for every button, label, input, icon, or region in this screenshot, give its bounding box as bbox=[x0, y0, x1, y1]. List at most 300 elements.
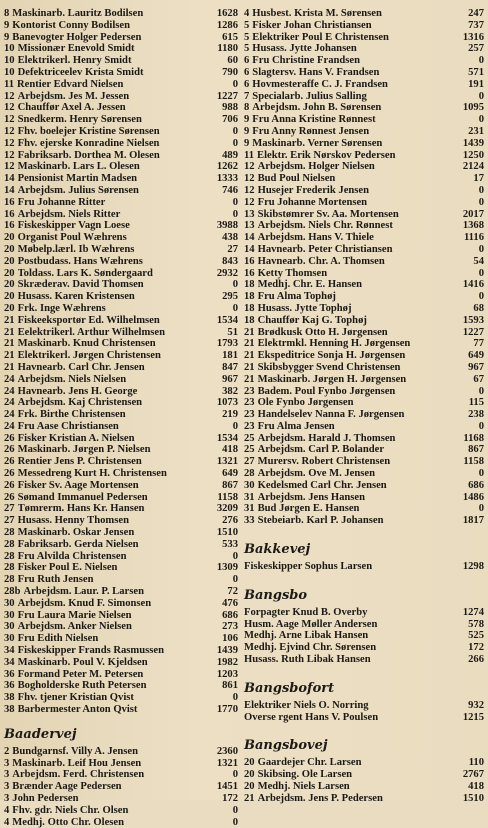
directory-entry bbox=[244, 197, 484, 209]
directory-entry bbox=[244, 32, 484, 44]
house-number: 6 bbox=[244, 66, 250, 78]
phone-number: 0 bbox=[232, 420, 238, 432]
resident-name: Fisker Sv. Aage Mortensen bbox=[17, 479, 139, 491]
resident-name: Fiskeskipper Sophus Larsen bbox=[244, 561, 373, 573]
directory-entry bbox=[244, 468, 484, 480]
directory-entry bbox=[4, 692, 238, 704]
directory-entry bbox=[244, 515, 484, 527]
directory-entry bbox=[244, 20, 484, 32]
phone-number: 418 bbox=[468, 781, 484, 793]
phone-number: 476 bbox=[222, 597, 238, 609]
resident-name: Kontorist Conny Bodilsen bbox=[12, 19, 131, 31]
directory-entry bbox=[4, 758, 238, 770]
phone-number: 1439 bbox=[216, 645, 238, 657]
phone-number: 1227 bbox=[216, 90, 238, 102]
phone-number: 1316 bbox=[462, 31, 484, 43]
house-number: 24 bbox=[4, 420, 15, 432]
house-number: 12 bbox=[4, 125, 15, 137]
house-number: 6 bbox=[244, 55, 250, 67]
resident-name: Arbejdsm. Knud F. Simonsen bbox=[17, 597, 152, 609]
phone-number: 967 bbox=[468, 361, 484, 373]
house-number: 28 bbox=[4, 538, 15, 550]
phone-number: 746 bbox=[222, 184, 238, 196]
directory-entry bbox=[4, 55, 238, 67]
resident-name: Arbejdsm. Holger Nielsen bbox=[257, 161, 375, 173]
directory-entry bbox=[4, 680, 238, 692]
phone-number: 1073 bbox=[216, 397, 238, 409]
phone-number: 382 bbox=[222, 385, 238, 397]
house-number: 9 bbox=[4, 19, 10, 31]
directory-entry bbox=[4, 492, 238, 504]
directory-entry bbox=[4, 539, 238, 551]
phone-number: 266 bbox=[468, 654, 484, 666]
directory-entry bbox=[4, 704, 238, 716]
directory-entry bbox=[244, 386, 484, 398]
directory-entry bbox=[244, 268, 484, 280]
directory-entry bbox=[244, 757, 484, 769]
phone-number: 2017 bbox=[462, 208, 484, 220]
resident-name: Medhj. Arne Libak Hansen bbox=[244, 630, 369, 642]
directory-entry bbox=[4, 279, 238, 291]
phone-number: 0 bbox=[478, 196, 484, 208]
resident-name: Elektriker Niels O. Norring bbox=[244, 699, 369, 711]
house-number: 11 bbox=[4, 78, 15, 90]
house-number: 5 bbox=[244, 19, 250, 31]
phone-number: 867 bbox=[222, 479, 238, 491]
resident-name: Havnearb. Peter Christiansen bbox=[257, 243, 393, 255]
resident-name: Arbejdsm. Ferd. Christensen bbox=[12, 769, 145, 781]
directory-entry bbox=[4, 327, 238, 339]
resident-name: Arbejdsm. Anker Nielsen bbox=[17, 621, 132, 633]
directory-entry bbox=[244, 607, 484, 619]
resident-name: Havnearb. Chr. A. Thomsen bbox=[257, 255, 385, 267]
resident-name: Medhj. Otto Chr. Olesen bbox=[12, 816, 125, 828]
directory-entry bbox=[4, 220, 238, 232]
phone-number: 649 bbox=[468, 350, 484, 362]
house-number: 26 bbox=[4, 479, 15, 491]
resident-name: Arbejdsm. Ove M. Jensen bbox=[257, 468, 375, 480]
house-number: 30 bbox=[4, 633, 15, 645]
resident-name: Fru Christine Frandsen bbox=[252, 55, 361, 67]
right-column bbox=[244, 8, 484, 805]
resident-name: Maskinarb. Jørgen P. Nielsen bbox=[17, 444, 151, 456]
house-number: 20 bbox=[4, 279, 15, 291]
house-number: 27 bbox=[4, 503, 15, 515]
resident-name: Kedelsmed Carl Chr. Jensen bbox=[257, 479, 387, 491]
resident-name: Postbudass. Hans Wæhrens bbox=[17, 255, 143, 267]
phone-number: 932 bbox=[468, 699, 484, 711]
phone-number: 706 bbox=[222, 114, 238, 126]
directory-entry bbox=[244, 561, 484, 573]
directory-entry bbox=[4, 781, 238, 793]
directory-entry bbox=[244, 350, 484, 362]
resident-name: Ketty Thomsen bbox=[257, 267, 328, 279]
phone-number: 867 bbox=[468, 444, 484, 456]
house-number: 10 bbox=[4, 55, 15, 67]
directory-entry bbox=[4, 173, 238, 185]
directory-entry bbox=[244, 642, 484, 654]
directory-entry bbox=[4, 669, 238, 681]
phone-number: 27 bbox=[227, 243, 238, 255]
resident-name: Havnearb. Carl Chr. Jensen bbox=[17, 361, 145, 373]
resident-name: Fisker Poul E. Nielsen bbox=[17, 562, 118, 574]
directory-entry bbox=[4, 291, 238, 303]
directory-entry bbox=[4, 138, 238, 150]
house-number: 10 bbox=[4, 43, 15, 55]
phone-number: 418 bbox=[222, 444, 238, 456]
phone-number: 0 bbox=[478, 243, 484, 255]
house-number: 26 bbox=[4, 468, 15, 480]
directory-entry bbox=[244, 43, 484, 55]
phone-number: 1298 bbox=[462, 561, 484, 573]
resident-name: Formand Peter M. Petersen bbox=[17, 668, 144, 680]
phone-number: 438 bbox=[222, 232, 238, 244]
directory-entry bbox=[244, 102, 484, 114]
resident-name: Arbejdsm. Jens Hansen bbox=[257, 491, 366, 503]
phone-number: 257 bbox=[468, 43, 484, 55]
phone-number: 0 bbox=[232, 78, 238, 90]
house-number: 12 bbox=[4, 114, 15, 126]
house-number: 18 bbox=[244, 302, 255, 314]
resident-name: Chauffør Axel A. Jessen bbox=[17, 102, 126, 114]
house-number: 33 bbox=[244, 515, 255, 527]
resident-name: Arbejdsm. John B. Sørensen bbox=[252, 102, 382, 114]
house-number: 23 bbox=[244, 397, 255, 409]
phone-number: 1793 bbox=[216, 338, 238, 350]
house-number: 21 bbox=[4, 350, 15, 362]
directory-entry bbox=[4, 633, 238, 645]
house-number: 24 bbox=[4, 373, 15, 385]
house-number: 11 bbox=[244, 149, 255, 161]
resident-name: Arbejdsm. Julius Sørensen bbox=[17, 184, 139, 196]
house-number: 28 bbox=[4, 562, 15, 574]
resident-name: Snedkerm. Henry Sørensen bbox=[17, 114, 142, 126]
house-number: 26 bbox=[4, 432, 15, 444]
house-number: 20 bbox=[244, 781, 255, 793]
resident-name: Rentier Edvard Nielsen bbox=[17, 78, 124, 90]
resident-name: Maskinarb. Verner Sørensen bbox=[252, 137, 383, 149]
phone-number: 1982 bbox=[216, 656, 238, 668]
resident-name: Arbejdsm. Harald J. Thomsen bbox=[257, 432, 396, 444]
directory-entry bbox=[244, 397, 484, 409]
phone-number: 0 bbox=[232, 137, 238, 149]
directory-entry bbox=[244, 114, 484, 126]
directory-entry bbox=[4, 126, 238, 138]
resident-name: Rentier Jens P. Christensen bbox=[17, 456, 142, 468]
house-number: 23 bbox=[244, 385, 255, 397]
phone-number: 1593 bbox=[462, 314, 484, 326]
resident-name: Fiskeskipper Vagn Loese bbox=[17, 220, 130, 232]
phone-number: 1321 bbox=[216, 456, 238, 468]
resident-name: Forpagter Knud B. Overby bbox=[244, 606, 368, 618]
phone-number: 1321 bbox=[216, 757, 238, 769]
directory-entry bbox=[4, 817, 238, 828]
phone-number: 0 bbox=[478, 267, 484, 279]
house-number: 21 bbox=[244, 361, 255, 373]
resident-name: Fhv. boelejer Kristine Sørensen bbox=[17, 125, 160, 137]
house-number: 12 bbox=[4, 102, 15, 114]
house-number: 25 bbox=[244, 444, 255, 456]
resident-name: Bogholderske Ruth Petersen bbox=[17, 680, 147, 692]
resident-name: Maskinarb. Jørgen H. Jørgensen bbox=[257, 373, 407, 385]
directory-entry bbox=[4, 362, 238, 374]
phone-number: 0 bbox=[232, 302, 238, 314]
house-number: 12 bbox=[4, 137, 15, 149]
phone-number: 51 bbox=[227, 326, 238, 338]
resident-name: Eelektrikerl. Arthur Wilhelmsen bbox=[17, 326, 166, 338]
directory-entry bbox=[4, 433, 238, 445]
house-number: 12 bbox=[244, 161, 255, 173]
phone-number: 273 bbox=[222, 621, 238, 633]
directory-entry bbox=[244, 456, 484, 468]
phone-number: 54 bbox=[473, 255, 484, 267]
house-number: 20 bbox=[244, 769, 255, 781]
phone-number: 1180 bbox=[217, 43, 238, 55]
phone-number: 0 bbox=[478, 385, 484, 397]
directory-entry bbox=[4, 397, 238, 409]
phone-number: 0 bbox=[232, 208, 238, 220]
directory-entry bbox=[4, 374, 238, 386]
street-heading-bakkevej: Bakkevej bbox=[244, 542, 311, 558]
resident-name: Messedreng Kurt H. Christensen bbox=[17, 468, 167, 480]
house-number: 20 bbox=[4, 302, 15, 314]
phone-number: 737 bbox=[468, 19, 484, 31]
right-entries-c bbox=[244, 607, 484, 666]
resident-name: Skibsing. Ole Larsen bbox=[257, 769, 353, 781]
directory-entry bbox=[244, 8, 484, 20]
resident-name: Gaardejer Chr. Larsen bbox=[257, 757, 362, 769]
right-entries-a bbox=[244, 8, 484, 527]
resident-name: Chauffør Kaj G. Tophøj bbox=[257, 314, 367, 326]
phone-number: 571 bbox=[468, 66, 484, 78]
phone-number: 847 bbox=[222, 361, 238, 373]
resident-name: Frk. Inge Wæhrens bbox=[17, 302, 106, 314]
house-number: 6 bbox=[244, 78, 250, 90]
house-number: 25 bbox=[244, 432, 255, 444]
house-number: 18 bbox=[244, 314, 255, 326]
resident-name: Maskinarb. Lauritz Bodilsen bbox=[12, 8, 144, 19]
phone-number: 988 bbox=[222, 102, 238, 114]
phone-number: 3988 bbox=[216, 220, 238, 232]
house-number: 9 bbox=[4, 31, 10, 43]
house-number: 13 bbox=[244, 208, 255, 220]
resident-name: Tømrerm. Hans Kr. Hansen bbox=[17, 503, 145, 515]
resident-name: Husbest. Krista M. Sørensen bbox=[252, 8, 382, 19]
directory-entry bbox=[4, 621, 238, 633]
phone-number: 0 bbox=[478, 503, 484, 515]
directory-entry bbox=[4, 338, 238, 350]
phone-number: 2932 bbox=[216, 267, 238, 279]
house-number: 24 bbox=[4, 409, 15, 421]
house-number: 14 bbox=[244, 232, 255, 244]
resident-name: Husass. Jytte Tophøj bbox=[257, 302, 352, 314]
directory-entry bbox=[4, 421, 238, 433]
phone-number: 843 bbox=[222, 255, 238, 267]
resident-name: Ole Fynbo Jørgensen bbox=[257, 397, 354, 409]
phone-number: 0 bbox=[478, 114, 484, 126]
directory-entry bbox=[4, 645, 238, 657]
directory-entry bbox=[244, 79, 484, 91]
directory-entry bbox=[4, 527, 238, 539]
phone-number: 1095 bbox=[462, 102, 484, 114]
house-number: 31 bbox=[244, 503, 255, 515]
directory-entry bbox=[244, 444, 484, 456]
house-number: 3 bbox=[4, 769, 10, 781]
phone-number: 967 bbox=[222, 373, 238, 385]
house-number: 4 bbox=[244, 8, 250, 19]
right-entries-d bbox=[244, 700, 484, 724]
phone-number: 1451 bbox=[216, 781, 238, 793]
resident-name: Maskinarb. Oskar Jensen bbox=[17, 527, 135, 539]
house-number: 27 bbox=[244, 456, 255, 468]
directory-entry bbox=[4, 161, 238, 173]
phone-number: 1286 bbox=[216, 19, 238, 31]
directory-entry bbox=[4, 746, 238, 758]
resident-name: Fabriksarb. Dorthea M. Olesen bbox=[17, 149, 160, 161]
phone-number: 238 bbox=[468, 409, 484, 421]
directory-entry bbox=[244, 279, 484, 291]
house-number: 14 bbox=[4, 184, 15, 196]
house-number: 21 bbox=[4, 314, 15, 326]
house-number: 38 bbox=[4, 692, 15, 704]
phone-number: 1368 bbox=[462, 220, 484, 232]
phone-number: 489 bbox=[222, 149, 238, 161]
resident-name: Bundgarnsf. Villy A. Jensen bbox=[12, 745, 138, 757]
directory-entry bbox=[244, 338, 484, 350]
house-number: 13 bbox=[244, 220, 255, 232]
resident-name: Banevogter Holger Pedersen bbox=[12, 31, 142, 43]
street-heading-bangsbofort: Bangsbofort bbox=[244, 680, 335, 696]
house-number: 9 bbox=[244, 137, 250, 149]
resident-name: Fhv. tjener Kristian Qvist bbox=[17, 692, 134, 704]
directory-entry bbox=[4, 610, 238, 622]
street-heading-bangsbo: Bangsbo bbox=[244, 587, 308, 603]
directory-entry bbox=[4, 515, 238, 527]
resident-name: Husm. Aage Møller Andersen bbox=[244, 618, 378, 630]
phone-number: 1158 bbox=[463, 456, 484, 468]
house-number: 20 bbox=[4, 291, 15, 303]
house-number: 16 bbox=[244, 255, 255, 267]
resident-name: Arbejdsm. Carl P. Bolander bbox=[257, 444, 385, 456]
directory-entry bbox=[244, 55, 484, 67]
resident-name: Medhj. Niels Larsen bbox=[257, 781, 350, 793]
phone-number: 615 bbox=[222, 31, 238, 43]
resident-name: Fru Johanne Mortensen bbox=[257, 196, 368, 208]
phone-number: 2767 bbox=[462, 769, 484, 781]
resident-name: Badem. Poul Fynbo Jørgensen bbox=[257, 385, 396, 397]
house-number: 9 bbox=[244, 114, 250, 126]
resident-name: Bud Poul Nielsen bbox=[257, 173, 336, 185]
phone-number: 1770 bbox=[216, 704, 238, 716]
directory-entry bbox=[4, 409, 238, 421]
directory-entry bbox=[4, 468, 238, 480]
house-number: 12 bbox=[4, 161, 15, 173]
phone-number: 219 bbox=[222, 409, 238, 421]
directory-entry bbox=[4, 444, 238, 456]
phone-number: 72 bbox=[227, 586, 238, 598]
directory-entry bbox=[244, 362, 484, 374]
directory-entry bbox=[244, 256, 484, 268]
resident-name: Elektrmkl. Henning H. Jørgensen bbox=[257, 338, 411, 350]
phone-number: 1510 bbox=[216, 527, 238, 539]
resident-name: Maskinarb. Leif Hou Jensen bbox=[12, 757, 142, 769]
house-number: 30 bbox=[4, 597, 15, 609]
phone-number: 1628 bbox=[216, 8, 238, 19]
directory-entry bbox=[4, 551, 238, 563]
phone-number: 0 bbox=[232, 125, 238, 137]
directory-entry bbox=[244, 630, 484, 642]
resident-name: Murersv. Robert Christensen bbox=[257, 456, 391, 468]
house-number: 10 bbox=[4, 66, 15, 78]
resident-name: Fru Alvilda Christensen bbox=[17, 550, 127, 562]
resident-name: Elektr. Erik Nørskov Pedersen bbox=[257, 149, 396, 161]
house-number: 21 bbox=[4, 326, 15, 338]
phone-number: 1486 bbox=[462, 491, 484, 503]
directory-entry bbox=[4, 102, 238, 114]
resident-name: Defektriceelev Krista Smidt bbox=[17, 66, 144, 78]
directory-entry bbox=[4, 32, 238, 44]
resident-name: Medhj. Chr. E. Hansen bbox=[257, 279, 362, 291]
resident-name: Arbejdsm. Hans V. Thiele bbox=[257, 232, 374, 244]
directory-entry bbox=[4, 67, 238, 79]
resident-name: Medhj. Ejvind Chr. Sørensen bbox=[244, 642, 377, 654]
directory-entry bbox=[4, 197, 238, 209]
resident-name: Fhv. gdr. Niels Chr. Olsen bbox=[12, 804, 129, 816]
phone-number: 1250 bbox=[462, 149, 484, 161]
directory-entry bbox=[4, 769, 238, 781]
house-number: 3 bbox=[4, 781, 10, 793]
phone-number: 0 bbox=[478, 184, 484, 196]
house-number: 28 bbox=[4, 550, 15, 562]
directory-entry bbox=[244, 700, 484, 712]
resident-name: Bud Jørgen E. Hansen bbox=[257, 503, 360, 515]
house-number: 18 bbox=[244, 291, 255, 303]
phone-number: 276 bbox=[222, 515, 238, 527]
directory-entry bbox=[244, 138, 484, 150]
directory-entry bbox=[4, 456, 238, 468]
directory-entry bbox=[4, 43, 238, 55]
resident-name: Fru Aase Christiansen bbox=[17, 420, 119, 432]
house-number: 30 bbox=[4, 609, 15, 621]
directory-entry bbox=[4, 209, 238, 221]
directory-entry bbox=[4, 79, 238, 91]
resident-name: Havnearb. Jens H. George bbox=[17, 385, 138, 397]
phone-number: 525 bbox=[468, 630, 484, 642]
directory-entry bbox=[4, 8, 238, 20]
resident-name: Sømand Immanuel Pedersen bbox=[17, 491, 148, 503]
phone-number: 0 bbox=[478, 90, 484, 102]
phone-number: 68 bbox=[473, 302, 484, 314]
resident-name: Fru Anna Kristine Rønnest bbox=[252, 114, 376, 126]
house-number: 21 bbox=[244, 350, 255, 362]
resident-name: Pensionist Martin Madsen bbox=[17, 173, 138, 185]
directory-entry bbox=[244, 793, 484, 805]
house-number: 34 bbox=[4, 645, 15, 657]
house-number: 21 bbox=[244, 792, 255, 804]
house-number: 12 bbox=[244, 184, 255, 196]
resident-name: Arbejdsm. Niels Ritter bbox=[17, 208, 121, 220]
directory-entry bbox=[244, 769, 484, 781]
resident-name: Stebeiarb. Karl P. Johansen bbox=[257, 515, 384, 527]
phone-number: 0 bbox=[232, 769, 238, 781]
resident-name: Skræderav. David Thomsen bbox=[17, 279, 144, 291]
resident-name: Brænder Aage Pedersen bbox=[12, 781, 122, 793]
house-number: 36 bbox=[4, 680, 15, 692]
phone-number: 0 bbox=[232, 550, 238, 562]
resident-name: Arbejdsm. Niels Chr. Rønnest bbox=[257, 220, 393, 232]
house-number: 20 bbox=[4, 267, 15, 279]
house-number: 12 bbox=[4, 90, 15, 102]
